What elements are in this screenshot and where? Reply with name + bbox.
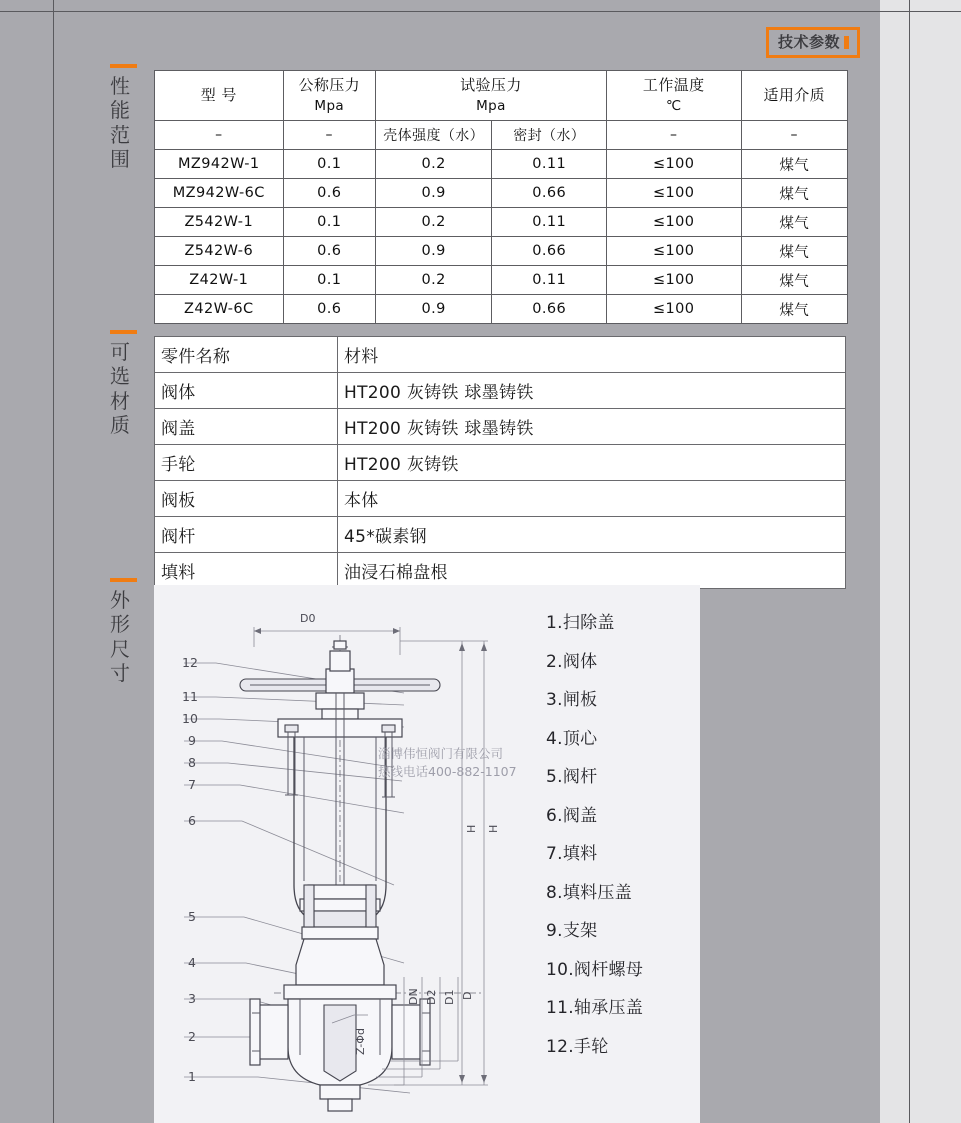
header-nominal-pressure [283, 71, 375, 121]
spec-cell: 煤气 [741, 266, 847, 295]
spec-cell: MZ942W-6C [155, 179, 284, 208]
spec-cell: 0.6 [283, 295, 375, 324]
right-margin-strip [880, 0, 909, 1123]
dim-label-d1: D1 [443, 989, 456, 1005]
label-char: 质 [110, 413, 130, 438]
dim-label-d: D [461, 991, 474, 1000]
left-margin [0, 0, 53, 1123]
label-char: 范 [110, 122, 130, 147]
legend-item: 9.支架 [546, 921, 598, 941]
watermark-company: 淄博伟恒阀门有限公司 [378, 746, 504, 761]
callout-number: 12 [182, 655, 198, 670]
table-row [155, 295, 848, 324]
header-working-temperature [606, 71, 741, 121]
subheader-seal: 密封（水） [492, 121, 607, 150]
table-row [155, 150, 848, 179]
spec-cell: ≤100 [606, 266, 741, 295]
legend-item: 1.扫除盖 [546, 613, 615, 633]
accent-dash-icon [110, 64, 137, 68]
header-model-text: 型 号 [200, 85, 237, 104]
callout-number: 10 [182, 711, 198, 726]
divider-right [909, 0, 910, 1123]
legend-item: 11.轴承压盖 [546, 998, 644, 1018]
material-value: 45*碳素钢 [338, 517, 846, 553]
callout-number: 8 [188, 755, 196, 770]
subheader-cell: – [606, 121, 741, 150]
label-char: 尺 [110, 636, 130, 661]
spec-cell: 0.1 [283, 208, 375, 237]
table-row [155, 237, 848, 266]
section-label-performance [110, 64, 140, 172]
table-row [155, 208, 848, 237]
callout-number: 7 [188, 777, 196, 792]
spec-cell: 0.66 [492, 237, 607, 266]
spec-cell: 0.11 [492, 208, 607, 237]
table-row [155, 481, 846, 517]
legend-item: 7.填料 [546, 844, 598, 864]
callout-number: 6 [188, 813, 196, 828]
label-char: 围 [110, 147, 130, 172]
table-row [155, 337, 846, 373]
legend-item: 4.顶心 [546, 728, 598, 749]
table-row [155, 266, 848, 295]
callout-number: 5 [188, 909, 196, 924]
accent-dash-icon [110, 578, 137, 582]
dim-label-bolt: Z-Φd [354, 1028, 367, 1055]
label-char: 可 [110, 340, 130, 364]
spec-cell: 0.2 [375, 208, 492, 237]
material-part-name: 零件名称 [155, 337, 338, 373]
spec-cell: MZ942W-1 [155, 150, 284, 179]
spec-cell: Z542W-1 [155, 208, 284, 237]
spec-cell: 0.2 [375, 266, 492, 295]
spec-cell: 煤气 [741, 150, 847, 179]
spec-cell: ≤100 [606, 295, 741, 324]
callout-number: 9 [188, 733, 196, 748]
section-label-performance-text [110, 74, 140, 172]
part-legend [546, 615, 696, 1077]
header-test-pressure [375, 71, 606, 121]
material-value: 本体 [338, 481, 846, 517]
spec-cell: 煤气 [741, 179, 847, 208]
label-char: 寸 [110, 661, 130, 686]
dim-label-dn: DN [407, 988, 420, 1005]
callout-number: 2 [188, 1029, 196, 1044]
spec-cell: ≤100 [606, 208, 741, 237]
material-table [154, 336, 846, 589]
spec-cell: 煤气 [741, 295, 847, 324]
spec-cell: 0.11 [492, 150, 607, 179]
legend-item: 5.阀杆 [546, 767, 598, 787]
material-value: 材料 [338, 337, 846, 373]
material-part-name: 阀体 [155, 373, 338, 409]
spec-cell: 0.9 [375, 237, 492, 266]
specification-table [154, 70, 848, 324]
material-value: HT200 灰铸铁 球墨铸铁 [338, 409, 846, 445]
divider-left [53, 0, 54, 1123]
table-subheader-row [155, 121, 848, 150]
table-row [155, 445, 846, 481]
material-value: HT200 灰铸铁 球墨铸铁 [338, 373, 846, 409]
material-value: HT200 灰铸铁 [338, 445, 846, 481]
material-part-name: 阀板 [155, 481, 338, 517]
valve-dimension-drawing [154, 585, 700, 1123]
label-char: 能 [110, 98, 130, 123]
spec-cell: ≤100 [606, 150, 741, 179]
spec-cell: ≤100 [606, 237, 741, 266]
header-medium [741, 71, 847, 121]
material-part-name: 阀杆 [155, 517, 338, 553]
legend-item: 3.闸板 [546, 690, 598, 710]
callout-number: 3 [188, 991, 196, 1006]
dim-label-h1: H [465, 824, 478, 833]
header-np-unit: Mpa [314, 97, 345, 114]
header-wt-main: 工作温度 [642, 76, 705, 94]
table-header-row [155, 71, 848, 121]
spec-cell: 0.11 [492, 266, 607, 295]
callout-number: 11 [182, 689, 198, 704]
dim-label-h2: H [487, 824, 500, 833]
section-label-materials-text [110, 340, 140, 438]
section-header-label: 技术参数 [778, 32, 841, 51]
header-medium-text: 适用介质 [763, 85, 826, 104]
subheader-cell: – [741, 121, 847, 150]
spec-cell: 0.66 [492, 179, 607, 208]
spec-cell: 0.2 [375, 150, 492, 179]
label-char: 材 [110, 388, 130, 413]
spec-cell: 0.66 [492, 295, 607, 324]
label-char: 形 [110, 612, 130, 637]
callout-number: 1 [188, 1069, 196, 1084]
table-row [155, 409, 846, 445]
table-row [155, 179, 848, 208]
material-part-name: 填料 [155, 553, 338, 589]
table-row [155, 517, 846, 553]
spec-cell: 0.6 [283, 179, 375, 208]
table-row [155, 373, 846, 409]
spec-cell: Z42W-1 [155, 266, 284, 295]
spec-cell: 0.1 [283, 150, 375, 179]
divider-top [0, 11, 961, 12]
spec-cell: 0.9 [375, 295, 492, 324]
legend-item: 2.阀体 [546, 651, 598, 672]
header-np-main: 公称压力 [298, 76, 361, 94]
section-label-materials [110, 330, 140, 438]
label-char: 性 [110, 74, 130, 98]
spec-cell: 煤气 [741, 237, 847, 266]
accent-dash-icon [110, 330, 137, 334]
legend-item: 8.填料压盖 [546, 882, 633, 903]
legend-item: 6.阀盖 [546, 805, 598, 826]
right-margin [909, 0, 961, 1123]
subheader-shell-strength: 壳体强度（水） [375, 121, 492, 150]
section-label-dimensions-text [110, 588, 140, 686]
table-row [155, 553, 846, 589]
spec-cell: 煤气 [741, 208, 847, 237]
accent-bar-icon [844, 36, 849, 49]
header-tp-unit: Mpa [476, 97, 506, 114]
subheader-cell: – [283, 121, 375, 150]
label-char: 选 [110, 364, 130, 389]
spec-cell: 0.6 [283, 237, 375, 266]
spec-cell: ≤100 [606, 179, 741, 208]
header-tp-main: 试验压力 [460, 76, 522, 94]
spec-cell: Z42W-6C [155, 295, 284, 324]
subheader-cell: – [155, 121, 284, 150]
material-part-name: 手轮 [155, 445, 338, 481]
dim-label-d2: D2 [425, 989, 438, 1005]
header-wt-unit: ℃ [665, 97, 682, 114]
material-value: 油浸石棉盘根 [338, 553, 846, 589]
dim-label-d0: D0 [300, 612, 316, 625]
label-char: 外 [110, 588, 130, 612]
spec-cell: 0.9 [375, 179, 492, 208]
spec-cell: 0.1 [283, 266, 375, 295]
legend-item: 12.手轮 [546, 1036, 609, 1057]
legend-item: 10.阀杆螺母 [546, 959, 644, 980]
spec-cell: Z542W-6 [155, 237, 284, 266]
section-header-badge[interactable] [766, 27, 860, 58]
section-label-dimensions [110, 578, 140, 686]
header-model [155, 71, 284, 121]
callout-number: 4 [188, 955, 196, 970]
material-part-name: 阀盖 [155, 409, 338, 445]
watermark-hotline: 热线电话400-882-1107 [378, 764, 517, 780]
